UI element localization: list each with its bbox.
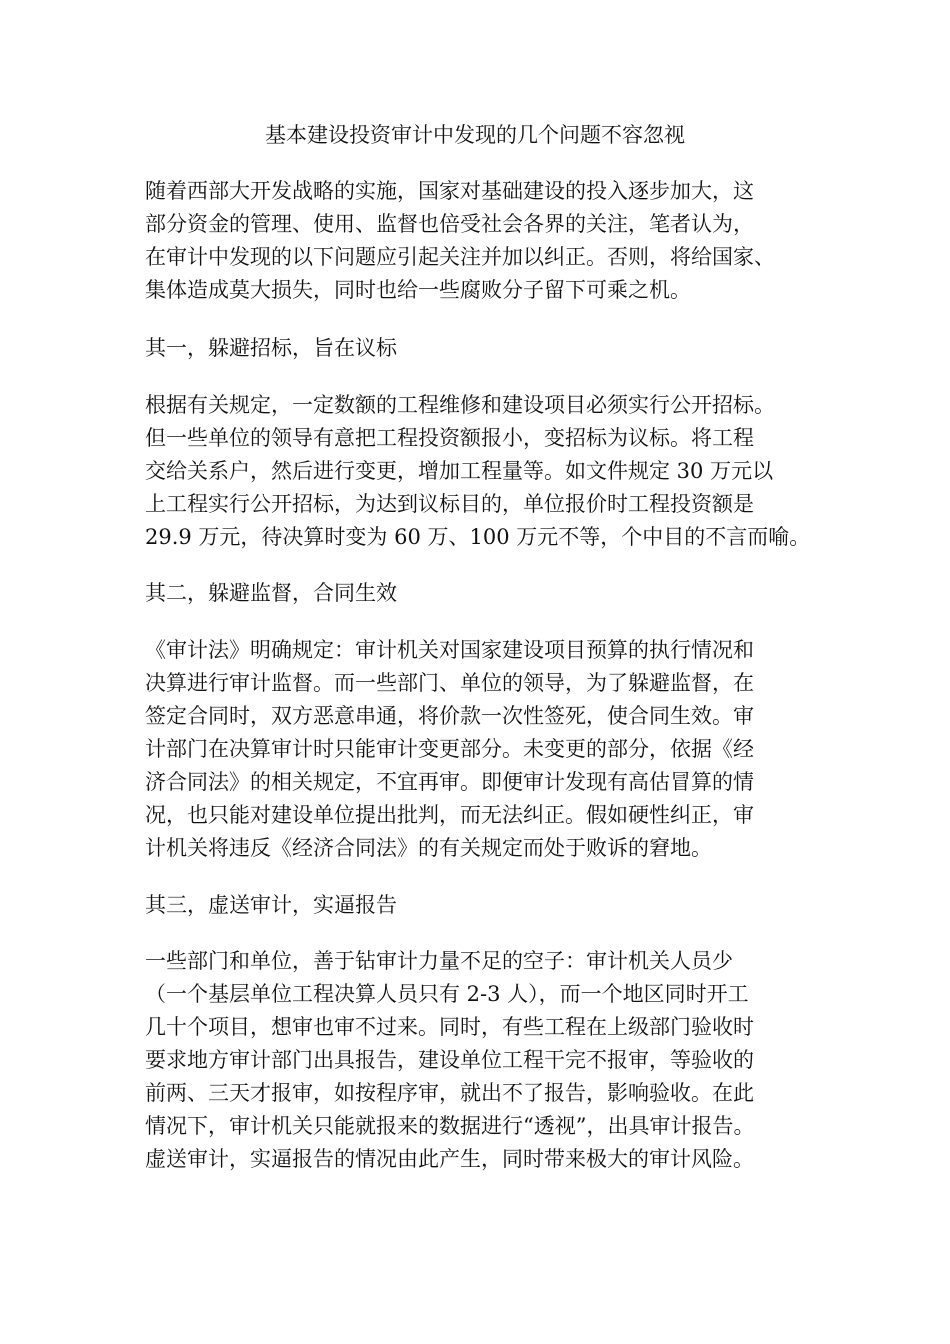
document-title: 基本建设投资审计中发现的几个问题不容忽视 — [265, 123, 685, 147]
paragraph-line: 集体造成莫大损失，同时也给一些腐败分子留下可乘之机。 — [145, 278, 691, 302]
heading-text: 其一，躲避招标，旨在议标 — [145, 336, 397, 360]
paragraph-line: （一个基层单位工程决算人员只有 2-3 人），而一个地区同时开工 — [145, 982, 749, 1006]
paragraph-line: 根据有关规定，一定数额的工程维修和建设项目必须实行公开招标。 — [145, 393, 775, 417]
paragraph-line: 交给关系户，然后进行变更，增加工程量等。如文件规定 30 万元以 — [145, 459, 774, 483]
intro-paragraph — [145, 175, 825, 307]
paragraph-line: 部分资金的管理、使用、监督也倍受社会各界的关注，笔者认为， — [145, 212, 754, 236]
section-heading-3 — [145, 889, 825, 922]
section-heading-2 — [145, 577, 825, 610]
paragraph-line: 济合同法》的相关规定，不宜再审。即便审计发现有高估冒算的情 — [145, 770, 754, 794]
section-3-paragraph — [145, 945, 825, 1176]
paragraph-line: 签定合同时，双方恶意串通，将价款一次性签死，使合同生效。审 — [145, 704, 754, 728]
paragraph-line: 前两、三天才报审，如按程序审，就出不了报告，影响验收。在此 — [145, 1081, 754, 1105]
heading-text: 其二，躲避监督，合同生效 — [145, 581, 397, 605]
paragraph-line: 随着西部大开发战略的实施，国家对基础建设的投入逐步加大，这 — [145, 179, 754, 203]
paragraph-line: 在审计中发现的以下问题应引起关注并加以纠正。否则，将给国家、 — [145, 245, 775, 269]
paragraph-line: 《审计法》明确规定：审计机关对国家建设项目预算的执行情况和 — [145, 638, 754, 662]
paragraph-line: 29.9 万元，待决算时变为 60 万、100 万元不等，个中目的不言而喻。 — [145, 525, 811, 549]
section-2-paragraph — [145, 634, 825, 865]
section-1-paragraph — [145, 389, 825, 554]
heading-text: 其三，虚送审计，实逼报告 — [145, 893, 397, 917]
paragraph-line: 决算进行审计监督。而一些部门、单位的领导，为了躲避监督，在 — [145, 671, 754, 695]
paragraph-line: 虚送审计，实逼报告的情况由此产生，同时带来极大的审计风险。 — [145, 1147, 754, 1171]
paragraph-line: 计机关将违反《经济合同法》的有关规定而处于败诉的窘地。 — [145, 836, 712, 860]
section-heading-1 — [145, 332, 825, 365]
paragraph-line: 情况下，审计机关只能就报来的数据进行“透视”，出具审计报告。 — [145, 1114, 755, 1138]
paragraph-line: 但一些单位的领导有意把工程投资额报小，变招标为议标。将工程 — [145, 426, 754, 450]
paragraph-line: 一些部门和单位，善于钻审计力量不足的空子：审计机关人员少 — [145, 949, 733, 973]
paragraph-line: 要求地方审计部门出具报告，建设单位工程干完不报审，等验收的 — [145, 1048, 754, 1072]
paragraph-line: 上工程实行公开招标，为达到议标目的，单位报价时工程投资额是 — [145, 492, 754, 516]
paragraph-line: 几十个项目，想审也审不过来。同时，有些工程在上级部门验收时 — [145, 1015, 754, 1039]
paragraph-line: 计部门在决算审计时只能审计变更部分。未变更的部分，依据《经 — [145, 737, 754, 761]
paragraph-line: 况，也只能对建设单位提出批判，而无法纠正。假如硬性纠正，审 — [145, 803, 754, 827]
